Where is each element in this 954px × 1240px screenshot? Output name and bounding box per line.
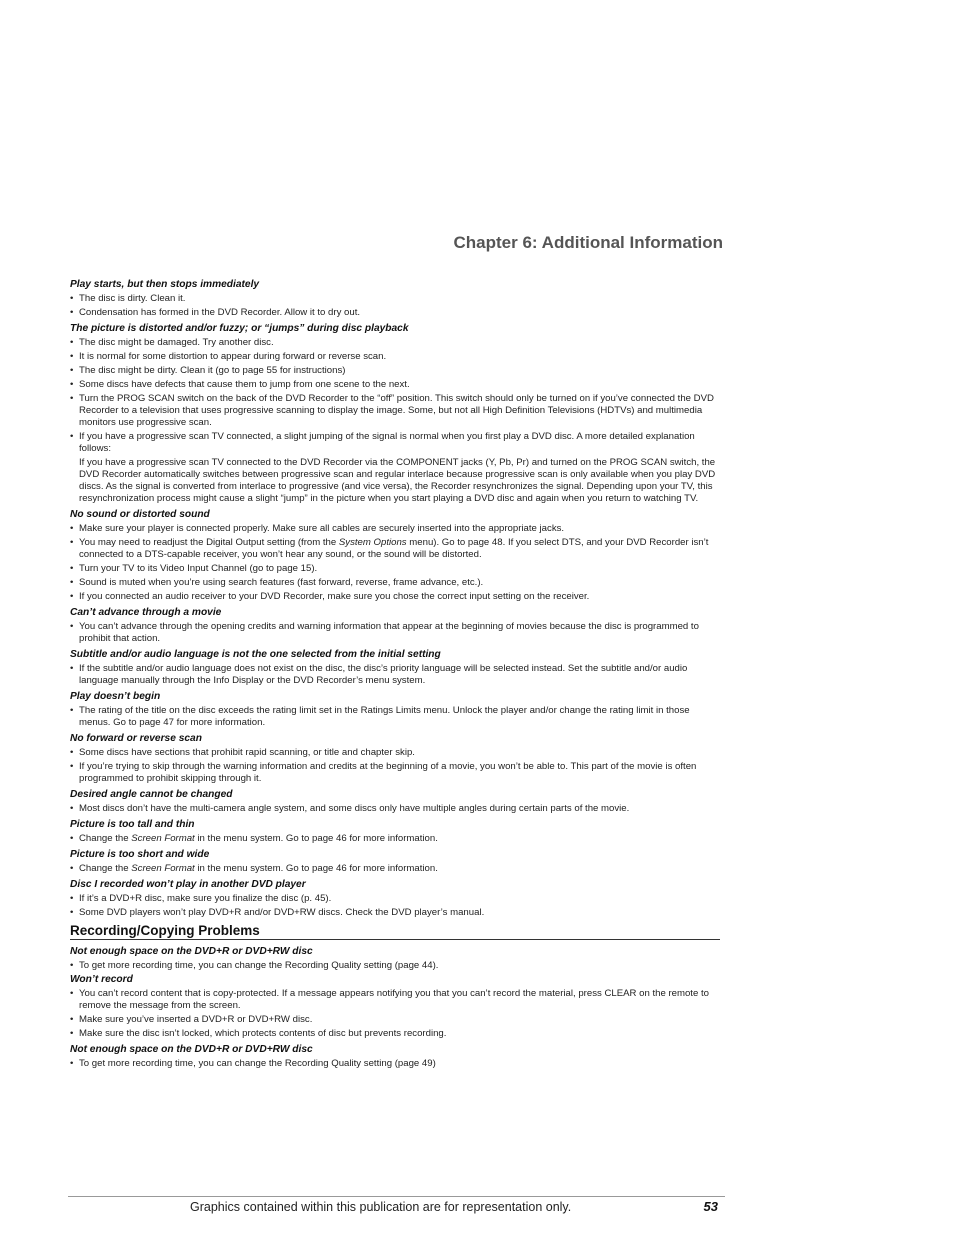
list-item: • You can’t advance through the opening credits and warning information that appear at the beginning of movies because the disc is programmed to prohibit that action. [70,621,720,645]
page-number: 53 [703,1199,718,1214]
list-item: • Some discs have defects that cause them to jump from one scene to the next. [70,379,720,391]
troubleshooting-section [70,789,720,815]
list-item-text: If you have a progressive scan TV connected, a slight jumping of the signal is normal when you first play a DVD disc. A more detailed explanation follows: [79,431,695,454]
recording-section [70,1044,720,1070]
list-item-continuation: If you have a progressive scan TV connected to the DVD Recorder via the COMPONENT jacks (Y, Pb, Pr) and turned on the PROG SCAN switch, the DVD Recorder automatically switches between progressive scan and regular interlace because progressive scan is only available when you play DVD discs. As the signal is converted from interlace to progressive (and vice versa), the Recorder resynchronizes the signal. Depending upon your TV, this resynchronization process might cause a slight “jump” in the picture when you start playing a DVD disc and again when you return to watching TV. [79,457,716,504]
list-item: • Condensation has formed in the DVD Recorder. Allow it to dry out. [70,307,720,319]
list-item: • Make sure the disc isn’t locked, which protects contents of disc but prevents recording. [70,1028,720,1040]
recording-problems-heading: Recording/Copying Problems [70,923,720,940]
list-item: • If you’re trying to skip through the warning information and credits at the beginning of a movie, you won’t be able to. This part of the movie is often programmed to prohibit skipping through it. [70,761,720,785]
list-item: • If it’s a DVD+R disc, make sure you finalize the disc (p. 45). [70,893,720,905]
menu-name: Screen Format [131,863,195,874]
section-heading: Play starts, but then stops immediately [70,279,260,290]
troubleshooting-section [70,691,720,729]
section-heading: The picture is distorted and/or fuzzy; or “jumps” during disc playback [70,323,409,334]
list-item [70,431,720,505]
list-item-text: menu). Go to page 48. If you select DTS, and your DVD Recorder isn’t connected to a DTS-capable receiver, you won’t hear any sound, or the sound will be distorted. [79,537,709,560]
list-item: • Some DVD players won’t play DVD+R and/or DVD+RW discs. Check the DVD player’s manual. [70,907,720,919]
list-item [70,833,720,845]
list-item: • If you connected an audio receiver to your DVD Recorder, make sure you chose the correct input setting on the receiver. [70,591,720,603]
troubleshooting-section [70,849,720,875]
list-item [70,863,720,875]
list-item: • The rating of the title on the disc exceeds the rating limit set in the Ratings Limits menu. Unlock the player and/or change the rating limit in those menus. Go to page 47 for more information. [70,705,720,729]
list-item: • Sound is muted when you’re using search features (fast forward, reverse, frame advance, etc.). [70,577,720,589]
menu-name: Screen Format [131,833,195,844]
section-heading: Picture is too tall and thin [70,819,195,830]
list-item: • It is normal for some distortion to appear during forward or reverse scan. [70,351,720,363]
troubleshooting-section [70,649,720,687]
troubleshooting-section [70,279,720,319]
section-heading: Not enough space on the DVD+R or DVD+RW disc [70,1044,313,1055]
troubleshooting-section [70,323,720,505]
list-item-text: in the menu system. Go to page 46 for more information. [194,863,438,874]
menu-name: System Options [338,537,407,548]
list-item: • Some discs have sections that prohibit rapid scanning, or title and chapter skip. [70,747,720,759]
troubleshooting-section [70,607,720,645]
list-item [70,537,720,561]
section-heading: No sound or distorted sound [70,509,210,520]
list-item: • Turn the PROG SCAN switch on the back of the DVD Recorder to the “off” position. This switch should only be turned on if you’ve connected the DVD Recorder to a television that uses progressive scanning to display the image. Some, but not all High Definition Televisions (HDTVs) and multimedia monitors use progressive scan. [70,393,720,429]
troubleshooting-section [70,819,720,845]
list-item: • Make sure your player is connected properly. Make sure all cables are securely inserted into the appropriate jacks. [70,523,720,535]
page-content [70,279,720,1074]
chapter-title: Chapter 6: Additional Information [453,233,723,252]
list-item-text: You may need to readjust the Digital Output setting (from the [79,537,339,548]
list-item: • The disc is dirty. Clean it. [70,293,720,305]
list-item: • To get more recording time, you can change the Recording Quality setting (page 49) [70,1058,720,1070]
list-item: • Most discs don’t have the multi-camera angle system, and some discs only have multiple angles during certain parts of the movie. [70,803,720,815]
section-heading: No forward or reverse scan [70,733,202,744]
list-item: • You can’t record content that is copy-protected. If a message appears notifying you that you can’t record the material, press CLEAR on the remote to remove the message from the screen. [70,988,720,1012]
list-item: • If the subtitle and/or audio language does not exist on the disc, the disc’s priority language will be selected instead. Set the subtitle and/or audio language manually through the Info Display or the DVD Recorder’s menu system. [70,663,720,687]
list-item: • Make sure you’ve inserted a DVD+R or DVD+RW disc. [70,1014,720,1026]
section-heading: Won’t record [70,974,133,985]
list-item-text: Change the [79,833,132,844]
list-item: • The disc might be dirty. Clean it (go to page 55 for instructions) [70,365,720,377]
section-heading: Subtitle and/or audio language is not the one selected from the initial setting [70,649,441,660]
list-item-text: in the menu system. Go to page 46 for more information. [194,833,438,844]
list-item-text: Change the [79,863,132,874]
recording-section [70,946,720,972]
section-heading: Can’t advance through a movie [70,607,222,618]
section-heading: Not enough space on the DVD+R or DVD+RW disc [70,946,313,957]
list-item: • The disc might be damaged. Try another disc. [70,337,720,349]
troubleshooting-section [70,509,720,603]
footer-note: Graphics contained within this publication are for representation only. [190,1200,572,1214]
section-heading: Disc I recorded won’t play in another DVD player [70,879,306,890]
troubleshooting-section [70,733,720,785]
troubleshooting-section [70,879,720,919]
list-item: • Turn your TV to its Video Input Channel (go to page 15). [70,563,720,575]
section-heading: Play doesn’t begin [70,691,161,702]
section-heading: Desired angle cannot be changed [70,789,233,800]
footer-divider [68,1196,725,1197]
list-item: • To get more recording time, you can change the Recording Quality setting (page 44). [70,960,720,972]
recording-section [70,974,720,1040]
section-heading: Picture is too short and wide [70,849,210,860]
